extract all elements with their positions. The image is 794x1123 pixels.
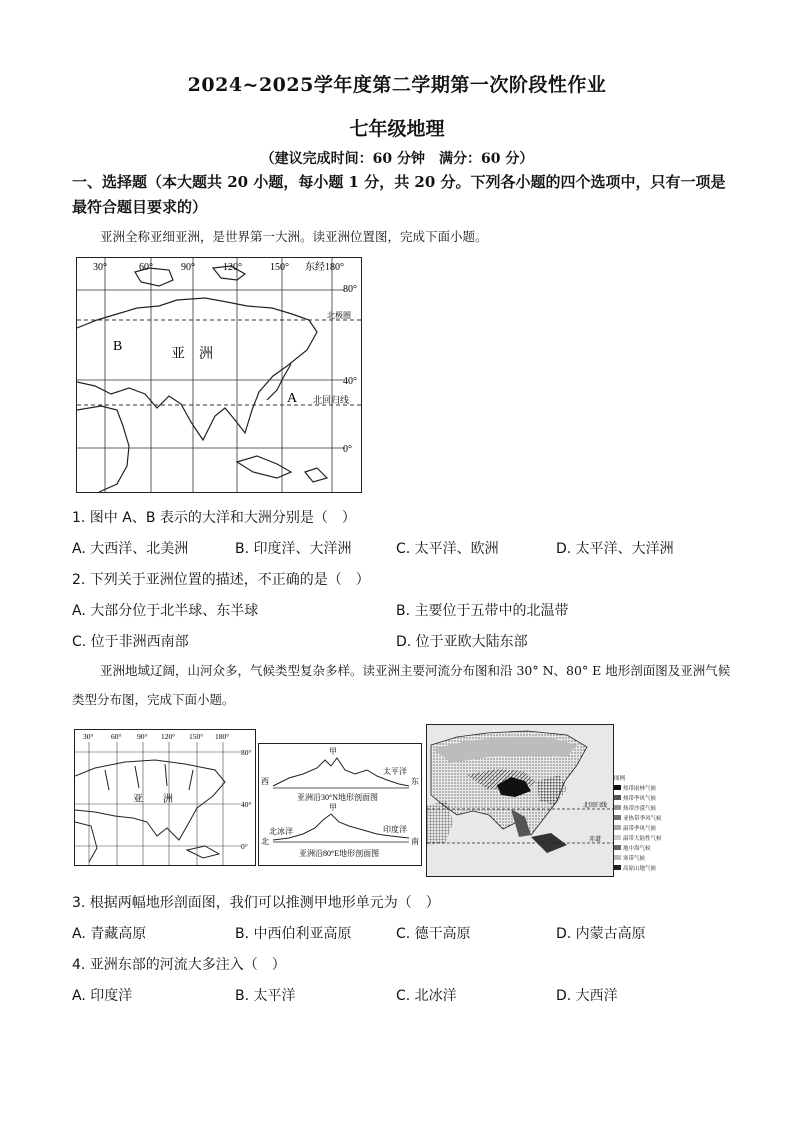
question-1-option-c[interactable]: C. 太平洋、欧洲 (396, 541, 499, 557)
climate-legend-label: 热带季风气候 (623, 796, 657, 802)
climate-legend-title: 图例 (614, 776, 626, 782)
question-4-option-a[interactable]: A. 印度洋 (72, 988, 133, 1004)
climate-legend-label: 温带大陆性气候 (623, 836, 662, 842)
map2-lon-label: 180° (215, 732, 230, 741)
question-1-option-b[interactable]: B. 印度洋、大洋洲 (235, 541, 352, 557)
asia-climate-map (426, 724, 614, 877)
profile-bottom-indian-ocean: 印度洋 (383, 825, 407, 834)
map2-lat-label: 80° (241, 748, 252, 757)
map2-lon-label: 120° (161, 732, 176, 741)
climate-legend-label: 热带沙漠气候 (623, 806, 657, 812)
map2-lon-label: 30° (83, 732, 94, 741)
map2-lon-label: 60° (111, 732, 122, 741)
profile-top-peak: 甲 (329, 747, 337, 756)
profile-bottom-caption: 亚洲沿80°E地形剖面图 (299, 849, 380, 858)
question-2-option-a[interactable]: A. 大部分位于北半球、东半球 (72, 603, 259, 619)
question-2-stem: 2. 下列关于亚洲位置的描述，不正确的是（ ） (72, 572, 370, 588)
terrain-profiles (258, 743, 422, 866)
climate-legend-label: 温带季风气候 (623, 826, 657, 832)
question-2-option-b[interactable]: B. 主要位于五带中的北温带 (396, 603, 569, 619)
map2-label-asia: 亚 洲 (133, 794, 173, 805)
asia-rivers-map-svg (75, 730, 255, 865)
profile-bottom-south: 南 (411, 837, 419, 846)
question-4-option-c[interactable]: C. 北冰洋 (396, 988, 457, 1004)
profile-top-pacific: 太平洋 (383, 767, 407, 776)
intro-text-2: 亚洲地域辽阔，山河众多，气候类型复杂多样。读亚洲主要河流分布图和沿 30° N、80° E 地形剖面图及亚洲气候类型分布图，完成下面小题。 (72, 663, 731, 707)
profile-bottom-north: 北 (261, 837, 269, 846)
map1-lat-label: 80° (343, 284, 357, 295)
question-3-stem: 3. 根据两幅地形剖面图，我们可以推测甲地形单元为（ ） (72, 895, 440, 911)
map1-label-a: A (287, 391, 298, 406)
climate-tropic-label: 北回归线 (583, 803, 608, 809)
climate-legend-item (614, 824, 674, 834)
climate-legend-label: 高原山地气候 (623, 866, 657, 872)
map1-lon-label: 90° (181, 262, 195, 273)
question-1-option-d[interactable]: D. 太平洋、大洋洲 (556, 541, 674, 557)
question-2-option-d[interactable]: D. 位于亚欧大陆东部 (396, 634, 528, 650)
map1-lat-label: 40° (343, 376, 357, 387)
map1-lon-labels (93, 260, 344, 273)
map1-lat-label: 0° (343, 444, 352, 455)
question-4-stem: 4. 亚洲东部的河流大多注入（ ） (72, 957, 286, 973)
asia-position-map-svg (77, 258, 361, 492)
question-2-option-c[interactable]: C. 位于非洲西南部 (72, 634, 189, 650)
subject-title: 七年级地理 (349, 118, 445, 140)
map1-lon-label: 120° (223, 262, 242, 273)
climate-legend-item (614, 794, 674, 804)
question-4-option-d[interactable]: D. 大西洋 (556, 988, 618, 1004)
climate-legend-label: 地中海气候 (623, 846, 651, 852)
question-4-option-b[interactable]: B. 太平洋 (235, 988, 296, 1004)
climate-legend-label: 亚热带季风气候 (623, 816, 662, 822)
climate-legend (614, 774, 674, 874)
map2-lat-label: 40° (241, 800, 252, 809)
map1-arctic-circle-label: 北极圈 (327, 311, 351, 320)
page-title: 2024~2025学年度第二学期第一次阶段性作业 (187, 74, 607, 96)
climate-legend-item (614, 844, 674, 854)
question-1-stem: 1. 图中 A、B 表示的大洋和大洲分别是（ ） (72, 510, 356, 526)
climate-legend-item (614, 784, 674, 794)
intro-text-1: 亚洲全称亚细亚洲，是世界第一大洲。读亚洲位置图，完成下面小题。 (100, 229, 488, 244)
exam-meta: （建议完成时间：60 分钟 满分：60 分） (260, 151, 534, 167)
asia-position-map (76, 257, 362, 493)
climate-legend-item (614, 804, 674, 814)
climate-equator-label: 赤道 (589, 837, 602, 843)
map2-lon-label: 150° (189, 732, 204, 741)
climate-legend-item (614, 854, 674, 864)
profile-top-east: 东 (411, 777, 419, 786)
asia-climate-map-svg (427, 725, 613, 876)
map1-lon-label: 30° (93, 262, 107, 273)
climate-legend-label: 寒带气候 (623, 856, 646, 862)
climate-legend-item (614, 834, 674, 844)
section-heading: 一、选择题（本大题共 20 小题，每小题 1 分，共 20 分。下列各小题的四个选项中，只有一项是最符合题目要求的） (72, 173, 726, 216)
map1-lon-label: 东经180° (305, 262, 344, 273)
profile-bottom-arctic-ocean: 北冰洋 (269, 827, 293, 836)
map1-lon-label: 150° (270, 262, 289, 273)
map2-lat-label: 0° (241, 842, 248, 851)
climate-legend-label: 热带雨林气候 (623, 786, 657, 792)
climate-legend-item (614, 864, 674, 874)
question-1-option-a[interactable]: A. 大西洋、北美洲 (72, 541, 189, 557)
question-3-option-c[interactable]: C. 德干高原 (396, 926, 471, 942)
map1-tropic-label: 北回归线 (313, 395, 350, 405)
question-3-option-b[interactable]: B. 中西伯利亚高原 (235, 926, 352, 942)
question-3-option-a[interactable]: A. 青藏高原 (72, 926, 147, 942)
map1-label-b: B (113, 339, 123, 354)
profile-top-west: 西 (261, 777, 269, 786)
asia-rivers-map (74, 729, 256, 866)
climate-legend-item (614, 814, 674, 824)
question-3-option-d[interactable]: D. 内蒙古高原 (556, 926, 646, 942)
map1-label-asia: 亚 洲 (171, 347, 213, 362)
profile-top-caption: 亚洲沿30°N地形剖面图 (297, 793, 378, 802)
profile-bottom-peak: 甲 (329, 803, 337, 812)
map1-lon-label: 60° (139, 262, 153, 273)
terrain-profiles-svg (259, 744, 421, 865)
map2-lon-label: 90° (137, 732, 148, 741)
